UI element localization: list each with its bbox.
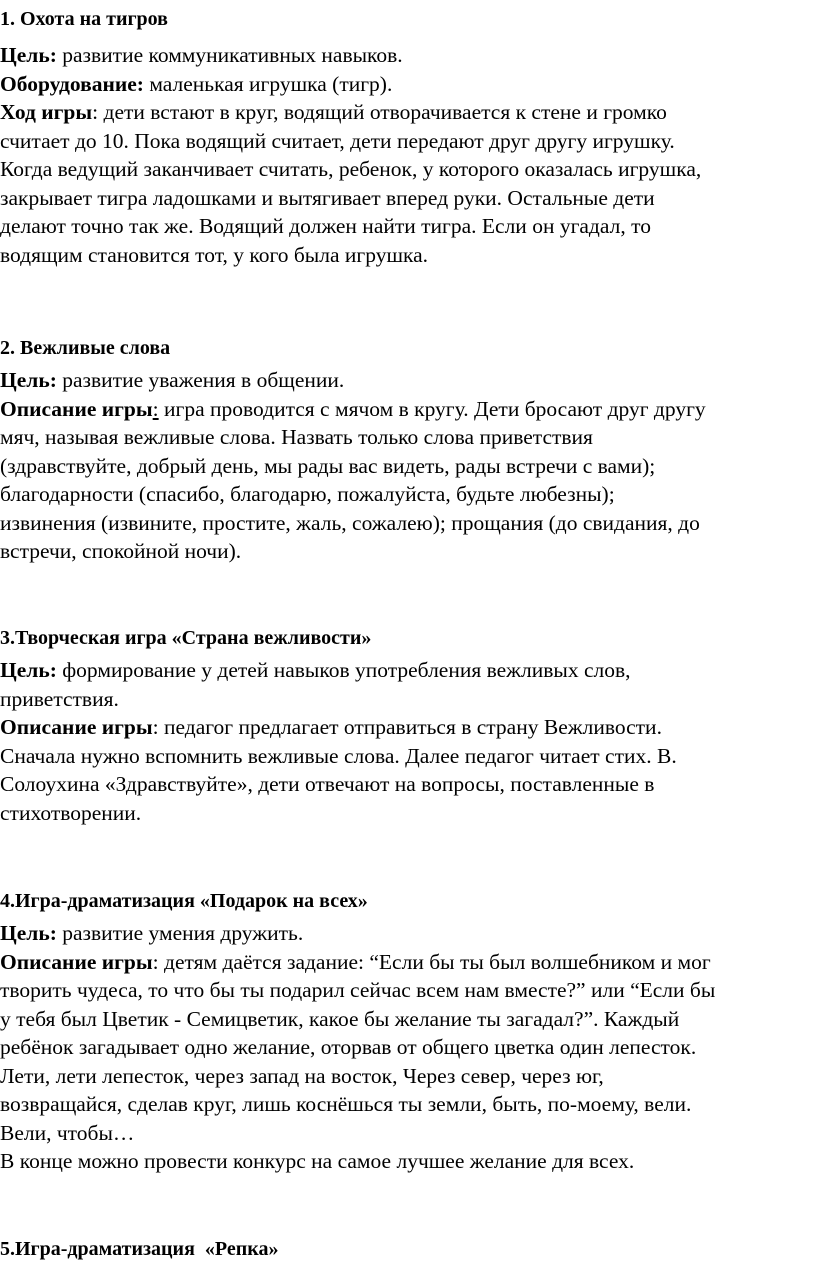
description-line: ребёнок загадывает одно желание, оторвав от общего цветка один лепесток. — [0, 1035, 697, 1059]
description-line: творить чудеса, то что бы ты подарил сейчас всем нам вместе?” или “Если бы — [0, 978, 716, 1002]
goal-line — [0, 41, 816, 70]
section-3 — [0, 623, 816, 827]
goal-line — [0, 656, 816, 685]
description-line: Вели, чтобы… — [0, 1120, 135, 1145]
section-1 — [0, 4, 816, 269]
description-line: встречи, спокойной ночи). — [0, 539, 242, 563]
section-2 — [0, 333, 816, 566]
section-title: 1. Охота на тигров — [0, 8, 168, 30]
description-line: стихотворении. — [0, 800, 142, 825]
description-label: Описание игры — [0, 949, 153, 974]
goal-text: развитие умения дружить. — [56, 921, 304, 945]
section-title: 3.Творческая игра «Страна вежливости» — [0, 627, 372, 649]
goal-label: Цель: — [0, 921, 57, 945]
section-title: 4.Игра-драматизация «Подарок на всех» — [0, 890, 368, 912]
description-text: : дети встают в круг, водящий отворачивается к стене и громко — [92, 100, 667, 124]
section-4 — [0, 886, 816, 1176]
description-colon: : — [152, 396, 159, 421]
description-line — [0, 98, 816, 127]
section-title: 2. Вежливые слова — [0, 337, 171, 359]
description-line: мяч, называя вежливые слова. Назвать только слова приветствия — [0, 425, 593, 449]
equipment-label: Оборудование: — [0, 71, 144, 96]
goal-line — [0, 919, 816, 948]
goal-line — [0, 366, 816, 395]
description-line: закрывает тигра ладошками и вытягивает вперед руки. Остальные дети — [0, 185, 655, 210]
goal-label: Цель: — [0, 368, 57, 392]
equipment-text: маленькая игрушка (тигр). — [143, 71, 393, 96]
description-line: благодарности (спасибо, благодарю, пожалуйста, будьте любезны); — [0, 482, 615, 506]
description-text: игра проводится с мячом в кругу. Дети бросают друг другу — [158, 396, 706, 421]
description-line: Сначала нужно вспомнить вежливые слова. Далее педагог читает стих. В. — [0, 743, 677, 768]
description-line: делают точно так же. Водящий должен найти тигра. Если он угадал, то — [0, 214, 651, 238]
goal-line: приветствия. — [0, 686, 119, 711]
description-text: : детям даётся задание: “Если бы ты был волшебником и мог — [152, 949, 711, 974]
description-line: В конце можно провести конкурс на самое лучшее желание для всех. — [0, 1149, 635, 1173]
description-line — [0, 395, 816, 424]
description-line: водящим становится тот, у кого была игрушка. — [0, 242, 429, 267]
description-line: считает до 10. Пока водящий считает, дети передают друг другу игрушку. — [0, 128, 675, 153]
goal-text: формирование у детей навыков употребления вежливых слов, — [56, 658, 631, 682]
description-line — [0, 713, 816, 742]
section-5 — [0, 1234, 816, 1264]
description-line: Когда ведущий заканчивает считать, ребенок, у которого оказалась игрушка, — [0, 157, 702, 181]
description-line: извинения (извините, простите, жаль, сожалею); прощания (до свидания, до — [0, 510, 700, 535]
description-line: Солоухина «Здравствуйте», дети отвечают на вопросы, поставленные в — [0, 772, 655, 796]
description-label: Ход игры — [0, 100, 93, 124]
description-line: возвращайся, сделав круг, лишь коснёшься ты земли, быть, по-моему, вели. — [0, 1092, 692, 1116]
description-line — [0, 948, 816, 977]
goal-text: развитие коммуникативных навыков. — [56, 43, 403, 67]
description-line: (здравствуйте, добрый день, мы рады вас видеть, рады встречи с вами); — [0, 453, 656, 478]
description-text: : педагог предлагает отправиться в страну Вежливости. — [152, 715, 662, 739]
equipment-line — [0, 70, 816, 99]
description-line: Лети, лети лепесток, через запад на восток, Через север, через юг, — [0, 1063, 604, 1088]
goal-label: Цель: — [0, 43, 57, 67]
goal-text: развитие уважения в общении. — [56, 368, 345, 392]
description-label: Описание игры — [0, 396, 153, 421]
section-title: 5.Игра-драматизация «Репка» — [0, 1238, 279, 1260]
description-label: Описание игры — [0, 715, 153, 739]
description-line: у тебя был Цветик - Семицветик, какое бы желание ты загадал?”. Каждый — [0, 1006, 680, 1031]
goal-label: Цель: — [0, 658, 57, 682]
